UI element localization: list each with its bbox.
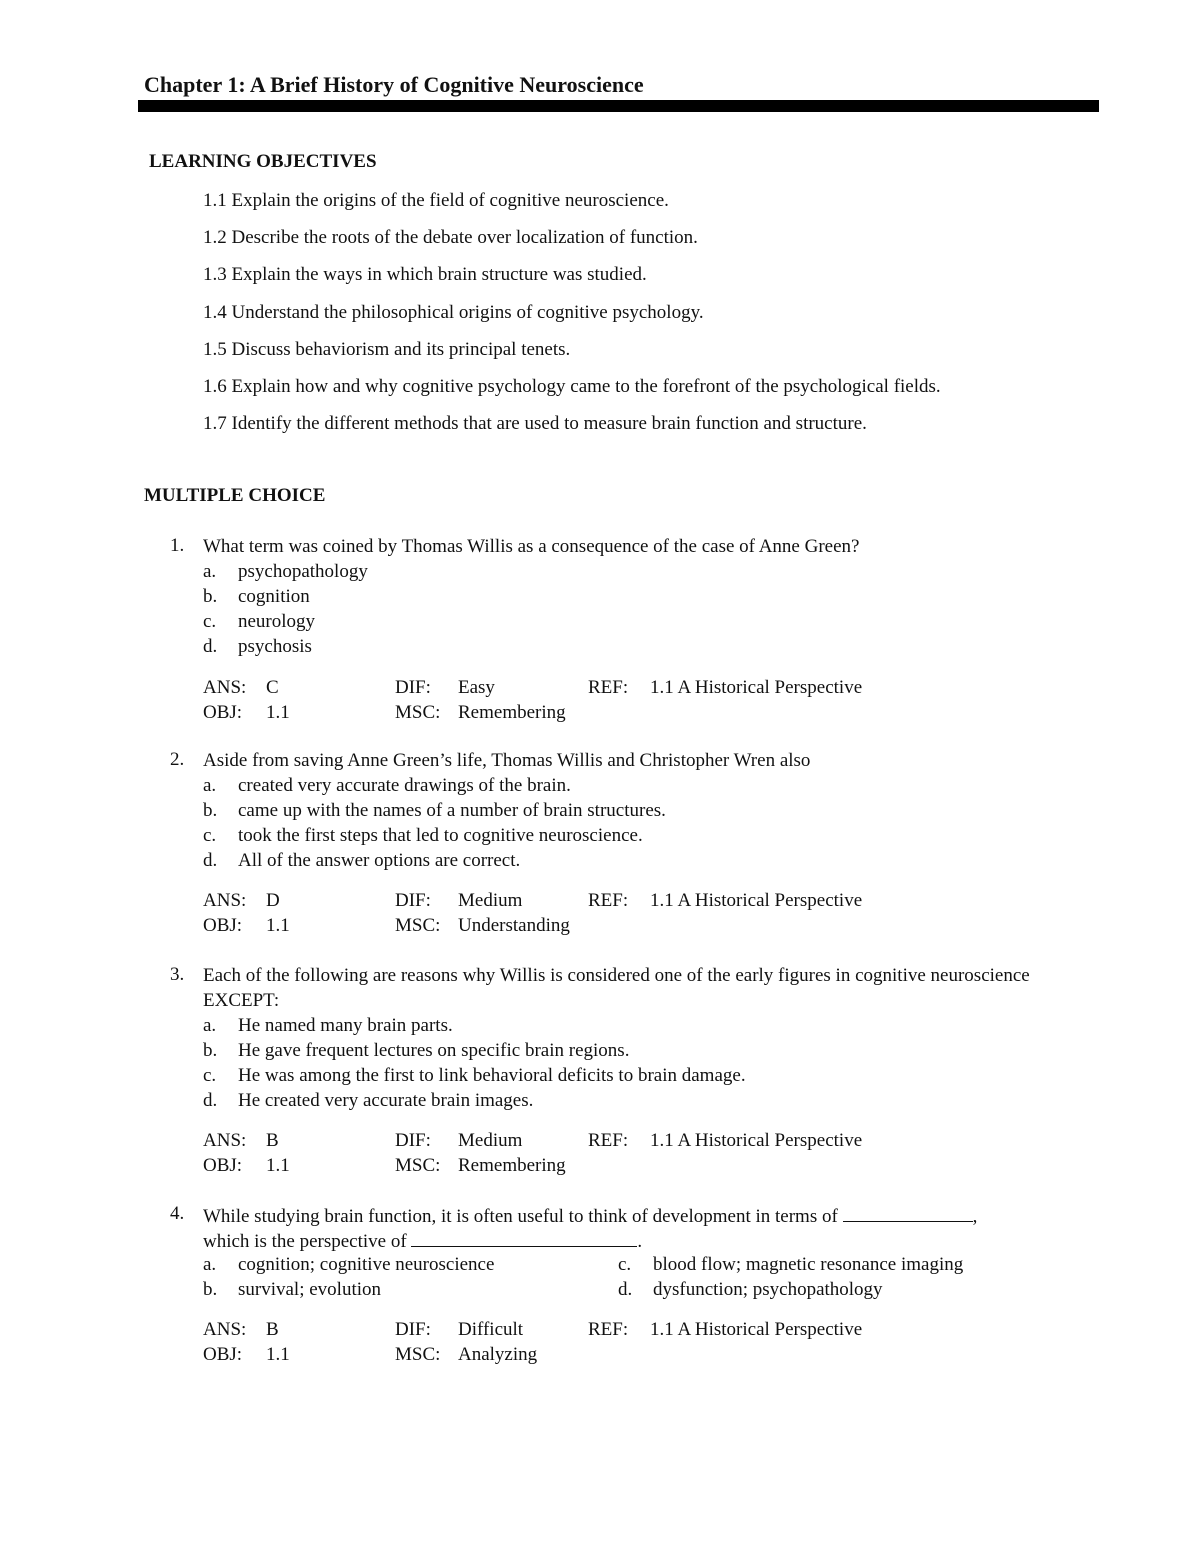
obj-label: OBJ:: [203, 915, 243, 936]
option-letter: a.: [203, 1254, 217, 1275]
question-stem: Aside from saving Anne Green’s life, Thomas Willis and Christopher Wren also: [203, 750, 811, 771]
learning-objectives-heading: LEARNING OBJECTIVES: [149, 151, 377, 172]
option-b: [203, 799, 666, 824]
objective-item: 1.7 Identify the different methods that are used to measure brain function and structure.: [203, 413, 867, 435]
option-d: [203, 1089, 533, 1114]
option-text: He created very accurate brain images.: [238, 1090, 534, 1111]
objective-item: 1.6 Explain how and why cognitive psychology came to the forefront of the psychological fields.: [203, 375, 941, 397]
ref-label: REF:: [588, 1130, 629, 1151]
dif-value: Medium: [458, 1130, 523, 1151]
ref-value: 1.1 A Historical Perspective: [650, 677, 863, 698]
option-letter: a.: [203, 561, 217, 582]
question-stem-part: .: [637, 1231, 643, 1252]
question-number: 1.: [170, 535, 185, 556]
dif-value: Easy: [458, 677, 495, 698]
option-text: created very accurate drawings of the brain.: [238, 775, 571, 796]
question-stem: [203, 1203, 977, 1230]
msc-label: MSC:: [395, 1344, 441, 1365]
question-stem: What term was coined by Thomas Willis as a consequence of the case of Anne Green?: [203, 536, 860, 557]
dif-label: DIF:: [395, 1130, 431, 1151]
answer-blank: [411, 1228, 637, 1247]
msc-value: Analyzing: [458, 1344, 538, 1365]
option-d: [203, 849, 520, 874]
option-text: dysfunction; psychopathology: [653, 1279, 883, 1300]
option-d: [618, 1278, 883, 1303]
dif-label: DIF:: [395, 890, 431, 911]
question-stem-part: which is the perspective of: [203, 1231, 407, 1252]
ans-value: B: [266, 1130, 279, 1151]
option-letter: c.: [618, 1254, 632, 1275]
option-a: [203, 774, 571, 799]
msc-value: Understanding: [458, 915, 570, 936]
answer-blank: [843, 1203, 973, 1222]
option-letter: b.: [203, 1040, 218, 1061]
ans-label: ANS:: [203, 890, 247, 911]
msc-value: Remembering: [458, 1155, 566, 1176]
option-text: cognition; cognitive neuroscience: [238, 1254, 495, 1275]
title-rule: [138, 100, 1099, 112]
ref-value: 1.1 A Historical Perspective: [650, 1130, 863, 1151]
option-text: came up with the names of a number of brain structures.: [238, 800, 666, 821]
option-c: [203, 824, 643, 849]
obj-label: OBJ:: [203, 1344, 243, 1365]
multiple-choice-heading: MULTIPLE CHOICE: [144, 485, 326, 506]
question-stem-part: While studying brain function, it is often useful to think of development in terms of: [203, 1206, 838, 1227]
option-b: [203, 1039, 629, 1064]
obj-value: 1.1: [266, 1155, 290, 1176]
option-letter: d.: [203, 850, 218, 871]
ref-label: REF:: [588, 890, 629, 911]
obj-label: OBJ:: [203, 1155, 243, 1176]
option-text: He named many brain parts.: [238, 1015, 453, 1036]
msc-value: Remembering: [458, 702, 566, 723]
question-number: 2.: [170, 749, 185, 770]
ans-label: ANS:: [203, 677, 247, 698]
objective-item: 1.5 Discuss behaviorism and its principal tenets.: [203, 338, 571, 360]
option-c: [618, 1253, 963, 1278]
ref-value: 1.1 A Historical Perspective: [650, 890, 863, 911]
chapter-title: Chapter 1: A Brief History of Cognitive Neuroscience: [144, 72, 644, 97]
option-letter: a.: [203, 1015, 217, 1036]
option-b: [203, 585, 310, 610]
option-c: [203, 1064, 746, 1089]
option-text: survival; evolution: [238, 1279, 382, 1300]
option-text: psychosis: [238, 636, 312, 657]
option-text: All of the answer options are correct.: [238, 850, 521, 871]
option-c: [203, 610, 315, 635]
option-text: blood flow; magnetic resonance imaging: [653, 1254, 964, 1275]
objective-item: 1.1 Explain the origins of the field of cognitive neuroscience.: [203, 190, 669, 211]
option-letter: d.: [203, 636, 218, 657]
ans-value: B: [266, 1319, 279, 1340]
question-stem: Each of the following are reasons why Willis is considered one of the early figures in cognitive neuroscience EXCEPT:: [203, 965, 1030, 1011]
option-b: [203, 1278, 381, 1303]
msc-label: MSC:: [395, 702, 441, 723]
ans-value: D: [266, 890, 280, 911]
option-d: [203, 635, 312, 660]
option-a: [203, 560, 368, 585]
option-a: [203, 1253, 494, 1278]
option-text: psychopathology: [238, 561, 368, 582]
option-letter: d.: [618, 1279, 633, 1300]
objective-item: 1.4 Understand the philosophical origins of cognitive psychology.: [203, 301, 704, 323]
option-letter: a.: [203, 775, 217, 796]
obj-value: 1.1: [266, 702, 290, 723]
ref-value: 1.1 A Historical Perspective: [650, 1319, 863, 1340]
dif-label: DIF:: [395, 677, 431, 698]
option-text: cognition: [238, 586, 310, 607]
ans-label: ANS:: [203, 1130, 247, 1151]
option-letter: b.: [203, 1279, 218, 1300]
option-letter: b.: [203, 800, 218, 821]
msc-label: MSC:: [395, 1155, 441, 1176]
option-letter: c.: [203, 1065, 217, 1086]
option-letter: c.: [203, 611, 217, 632]
dif-value: Difficult: [458, 1319, 524, 1340]
ref-label: REF:: [588, 1319, 629, 1340]
question-number: 3.: [170, 964, 185, 985]
question-number: 4.: [170, 1203, 185, 1224]
ref-label: REF:: [588, 677, 629, 698]
objective-item: 1.2 Describe the roots of the debate over localization of function.: [203, 227, 698, 249]
obj-value: 1.1: [266, 915, 290, 936]
obj-label: OBJ:: [203, 702, 243, 723]
option-a: [203, 1014, 453, 1039]
option-text: He gave frequent lectures on specific brain regions.: [238, 1040, 630, 1061]
objective-item: 1.3 Explain the ways in which brain structure was studied.: [203, 264, 647, 286]
option-letter: c.: [203, 825, 217, 846]
question-stem-part: ,: [972, 1206, 978, 1227]
question-stem-continued: [203, 1228, 642, 1255]
obj-value: 1.1: [266, 1344, 290, 1365]
option-letter: b.: [203, 586, 218, 607]
ans-value: C: [266, 677, 279, 698]
dif-label: DIF:: [395, 1319, 431, 1340]
msc-label: MSC:: [395, 915, 441, 936]
ans-label: ANS:: [203, 1319, 247, 1340]
learning-objectives-list: [203, 189, 941, 449]
option-letter: d.: [203, 1090, 218, 1111]
option-text: neurology: [238, 611, 316, 632]
dif-value: Medium: [458, 890, 523, 911]
option-text: He was among the first to link behavioral deficits to brain damage.: [238, 1065, 746, 1086]
option-text: took the first steps that led to cognitive neuroscience.: [238, 825, 643, 846]
